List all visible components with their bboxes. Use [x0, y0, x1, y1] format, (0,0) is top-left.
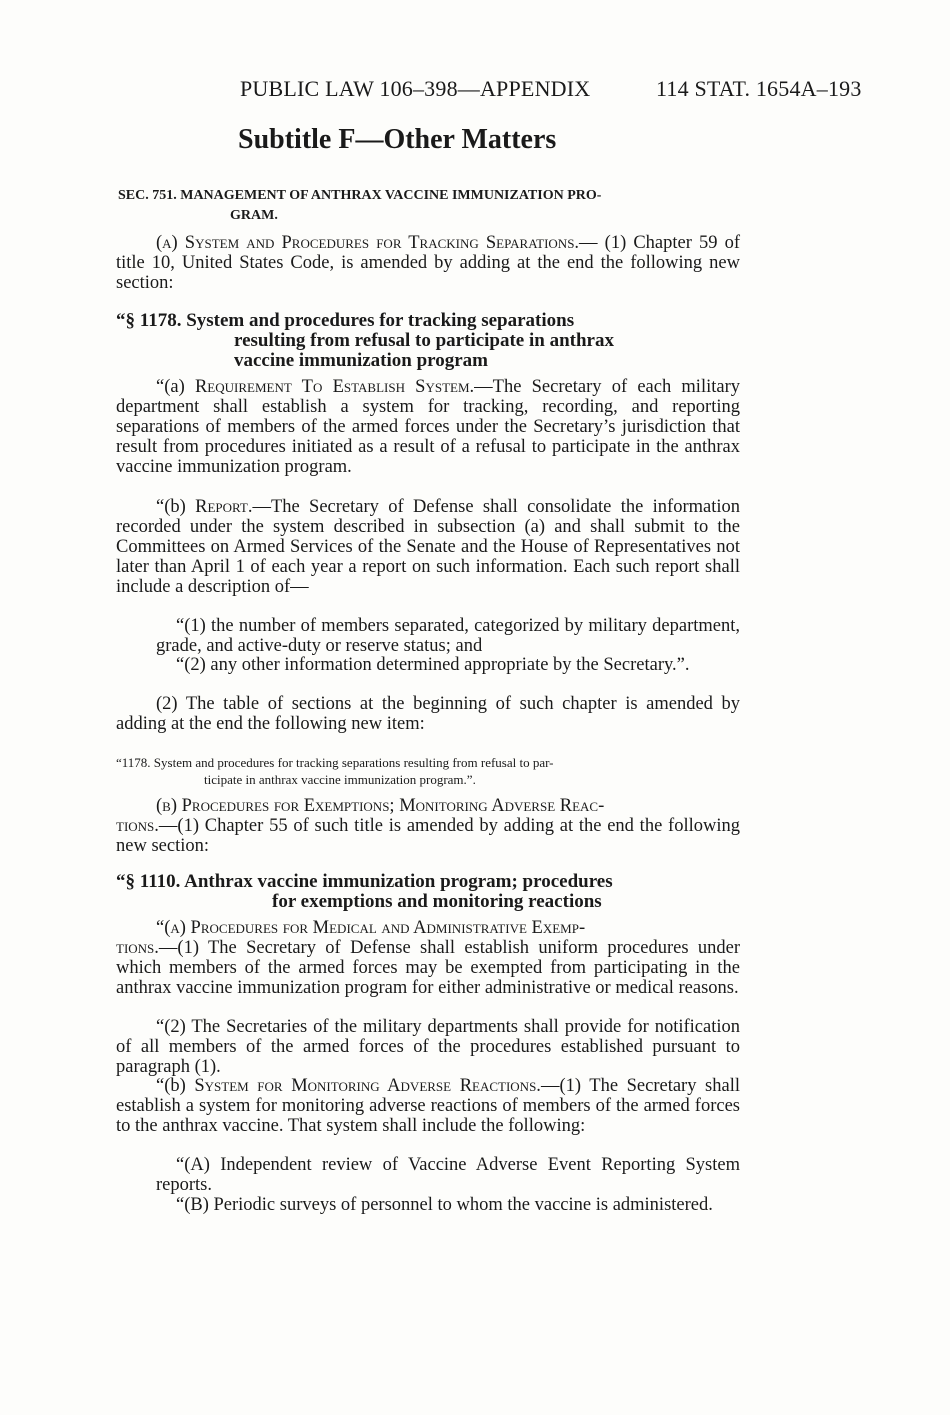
section-1178-b-item-2: “(2) any other information determined appropriate by the Secretary.”. — [176, 655, 690, 675]
section-751-b-paragraph — [116, 796, 740, 856]
section-1110-b-item-B: “(B) Periodic surveys of personnel to whom the vaccine is administered. — [176, 1195, 713, 1215]
section-1178-b-paragraph — [116, 497, 740, 597]
section-1110-b-open: “(b) — [156, 1076, 195, 1096]
section-1178-title-line3: vaccine immunization program — [234, 350, 489, 371]
section-751-a-caption: (a) System and Procedures for Tracking Separations.— — [156, 233, 598, 253]
section-1110-b-item-A: “(A) Independent review of Vaccine Adverse Event Reporting System reports. — [156, 1155, 740, 1195]
section-1110-a-text: —(1) The Secretary of Defense shall establish uniform procedures under which members of the armed forces may be exempted from participating in the anthrax vaccine immunization program for either administrative or medical reasons. — [116, 938, 740, 998]
section-1178-title — [116, 311, 740, 371]
section-751-a-2-paragraph: (2) The table of sections at the beginning of such chapter is amended by adding at the end the following new item: — [116, 694, 740, 734]
section-1178-b-caption: Report. — [195, 497, 253, 517]
section-1178-a-caption: Requirement To Establish System. — [194, 377, 475, 397]
running-header-law: PUBLIC LAW 106–398—APPENDIX — [240, 76, 591, 101]
section-751-b-caption-line2: tions. — [116, 816, 159, 836]
section-1178-a-text: —The Secretary of each military department shall establish a system for tracking, recording, and reporting separations of members of the armed forces under the Secretary’s jurisdiction that result from procedures initiated as a result of a refusal to participate in the anthrax vaccine immunization program. — [116, 377, 740, 477]
section-751-heading — [118, 186, 748, 226]
table-item-line1: “1178. System and procedures for tracking separations resulting from refusal to par- — [116, 755, 554, 770]
section-1110-title — [116, 872, 746, 912]
section-1110-b-paragraph — [116, 1076, 740, 1136]
section-1110-a-caption-line1: “(a) Procedures for Medical and Administrative Exemp- — [156, 918, 586, 938]
section-1178-b-item-1: “(1) the number of members separated, categorized by military department, grade, and active-duty or reserve status; and — [156, 616, 740, 656]
section-1178-a-open: “(a) — [156, 377, 195, 397]
section-1178-a-paragraph — [116, 377, 740, 477]
table-of-sections-item — [116, 754, 742, 788]
section-751-b-text: —(1) Chapter 55 of such title is amended by adding at the end the following new section: — [116, 816, 740, 856]
section-1178-b-text: —The Secretary of Defense shall consolidate the information recorded under the system described in subsection (a) and shall submit to the Committees on Armed Services of the Senate and the House of Representatives not later than April 1 of each year a report on such information. Each such report shall include a description of— — [116, 497, 740, 597]
section-1110-a-caption-line2: tions. — [116, 938, 159, 958]
section-751-heading-line2: GRAM. — [230, 208, 278, 223]
section-751-b-caption-line1: (b) Procedures for Exemptions; Monitoring Adverse Reac- — [156, 796, 605, 816]
section-1178-title-line2: resulting from refusal to participate in anthrax — [234, 330, 614, 351]
section-1110-b-text: —(1) The Secretary shall establish a system for monitoring adverse reactions of members of the armed forces to the anthrax vaccine. That system shall include the following: — [116, 1076, 740, 1136]
table-item-line2: ticipate in anthrax vaccine immunization program.”. — [204, 772, 476, 787]
subtitle-heading: Subtitle F—Other Matters — [238, 124, 557, 155]
section-1110-b-caption: System for Monitoring Adverse Reactions. — [194, 1076, 541, 1096]
section-1178-b-open: “(b) — [156, 497, 196, 517]
section-1110-title-line2: for exemptions and monitoring reactions — [272, 891, 602, 912]
section-751-heading-line1: SEC. 751. MANAGEMENT OF ANTHRAX VACCINE IMMUNIZATION PRO- — [118, 188, 602, 203]
section-1110-title-line1: “§ 1110. Anthrax vaccine immunization program; procedures — [116, 871, 613, 892]
section-1110-a-2-paragraph: “(2) The Secretaries of the military departments shall provide for notification of all members of the armed forces of the procedures established pursuant to paragraph (1). — [116, 1017, 740, 1077]
section-751-a-text: (1) Chapter 59 of title 10, United States Code, is amended by adding at the end the following new section: — [116, 233, 741, 293]
section-1178-title-line1: “§ 1178. System and procedures for tracking separations — [116, 310, 575, 331]
running-header-stat: 114 STAT. 1654A–193 — [656, 76, 862, 101]
section-751-a-paragraph — [116, 233, 740, 293]
section-1110-a-paragraph — [116, 918, 740, 998]
